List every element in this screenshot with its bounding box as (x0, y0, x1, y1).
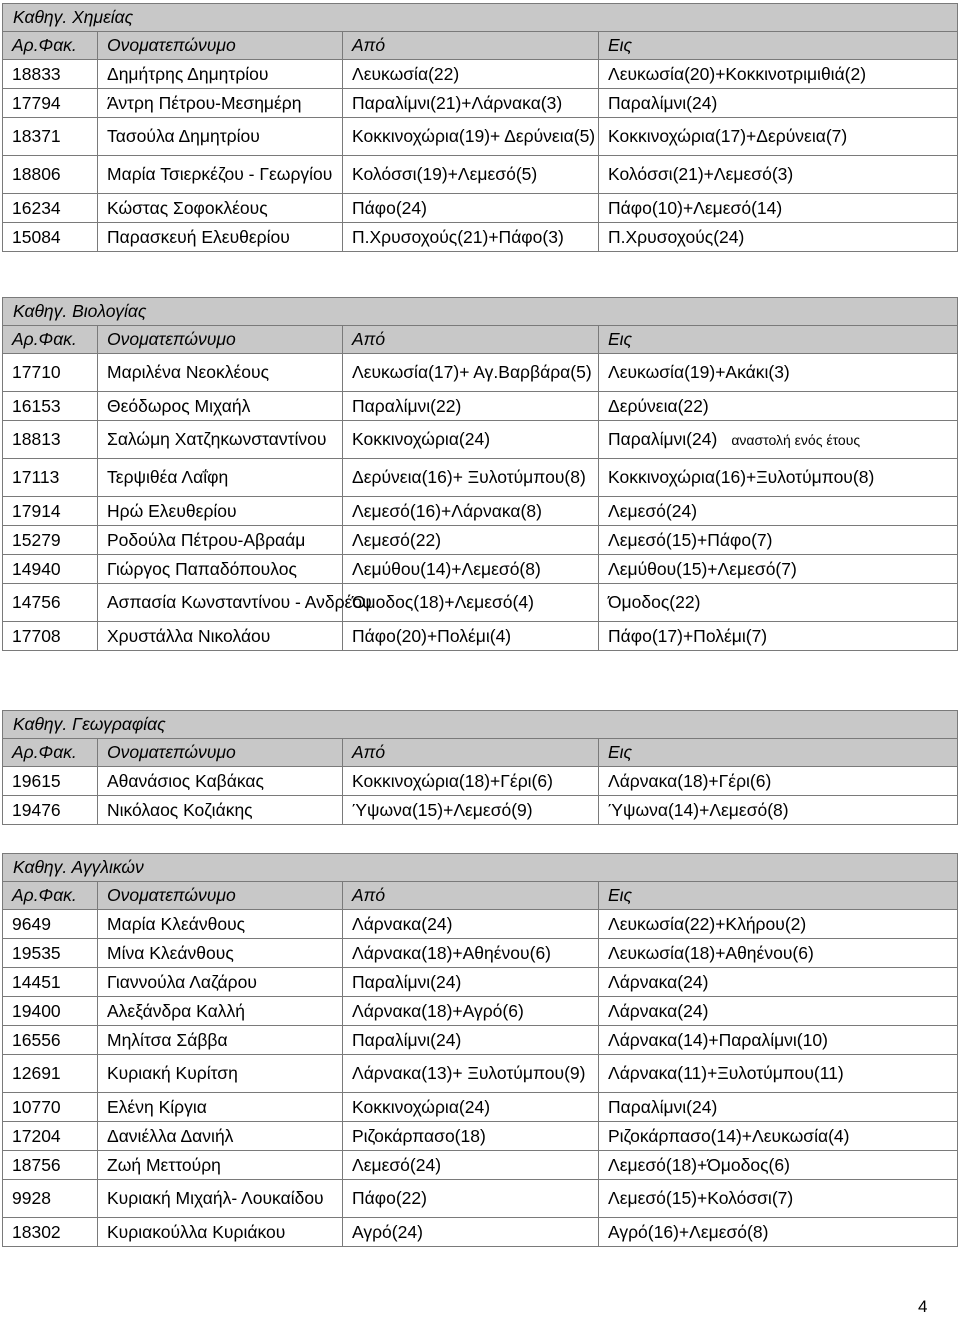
cell-id: 10770 (3, 1093, 98, 1122)
table-row (3, 1055, 958, 1093)
cell-id: 12691 (3, 1055, 98, 1093)
cell-to: Ριζοκάρπασο(14)+Λευκωσία(4) (599, 1122, 958, 1151)
table-row (3, 89, 958, 118)
cell-id: 17708 (3, 622, 98, 651)
table-row (3, 223, 958, 252)
section-english (2, 853, 958, 1247)
cell-id: 17710 (3, 354, 98, 392)
section-chemistry (2, 3, 958, 252)
cell-from: Κοκκινοχώρια(18)+Γέρι(6) (343, 767, 599, 796)
table-row (3, 1180, 958, 1218)
cell-to: Όμοδος(22) (599, 584, 958, 622)
header-name: Ονοματεπώνυμο (98, 326, 343, 354)
table-row (3, 767, 958, 796)
table-row (3, 60, 958, 89)
cell-from: Λεμεσό(24) (343, 1151, 599, 1180)
cell-from: Παραλίμνι(24) (343, 1026, 599, 1055)
section-geography (2, 710, 958, 825)
section-title: Καθηγ. Αγγλικών (3, 854, 958, 882)
table-row (3, 421, 958, 459)
cell-from: Όμοδος(18)+Λεμεσό(4) (343, 584, 599, 622)
header-row (3, 326, 958, 354)
cell-to: Πάφο(10)+Λεμεσό(14) (599, 194, 958, 223)
table-row (3, 1026, 958, 1055)
section-title: Καθηγ. Χημείας (3, 4, 958, 32)
table-row (3, 584, 958, 622)
cell-to: Λεμεσό(15)+Πάφο(7) (599, 526, 958, 555)
cell-from: Κοκκινοχώρια(24) (343, 421, 599, 459)
header-to: Εις (599, 326, 958, 354)
cell-from: Δερύνεια(16)+ Ξυλοτύμπου(8) (343, 459, 599, 497)
cell-name: Αθανάσιος Καβάκας (98, 767, 343, 796)
cell-id: 19615 (3, 767, 98, 796)
cell-name: Κυριακή Μιχαήλ- Λουκαίδου (98, 1180, 343, 1218)
cell-name: Νικόλαος Κοζιάκης (98, 796, 343, 825)
table-row (3, 497, 958, 526)
table-row (3, 526, 958, 555)
cell-to: Ύψωνα(14)+Λεμεσό(8) (599, 796, 958, 825)
cell-from: Π.Χρυσοχούς(21)+Πάφο(3) (343, 223, 599, 252)
cell-from: Πάφο(22) (343, 1180, 599, 1218)
cell-name: Σαλώμη Χατζηκωνσταντίνου (98, 421, 343, 459)
table-row (3, 622, 958, 651)
cell-name: Μαρία Κλεάνθους (98, 910, 343, 939)
cell-from: Λεμεσό(16)+Λάρνακα(8) (343, 497, 599, 526)
cell-to: Λάρνακα(24) (599, 997, 958, 1026)
cell-id: 17914 (3, 497, 98, 526)
header-to: Εις (599, 739, 958, 767)
cell-name: Δανιέλλα Δανιήλ (98, 1122, 343, 1151)
cell-to: Λευκωσία(18)+Αθηένου(6) (599, 939, 958, 968)
cell-name: Μηλίτσα Σάββα (98, 1026, 343, 1055)
cell-id: 19400 (3, 997, 98, 1026)
table-row (3, 118, 958, 156)
cell-to: Κοκκινοχώρια(16)+Ξυλοτύμπου(8) (599, 459, 958, 497)
cell-from: Πάφο(24) (343, 194, 599, 223)
cell-to: Π.Χρυσοχούς(24) (599, 223, 958, 252)
cell-name: Μαριλένα Νεοκλέους (98, 354, 343, 392)
cell-to: Λευκωσία(22)+Κλήρου(2) (599, 910, 958, 939)
cell-id: 16556 (3, 1026, 98, 1055)
table-row (3, 997, 958, 1026)
cell-name: Χρυστάλλα Νικολάου (98, 622, 343, 651)
cell-from: Παραλίμνι(22) (343, 392, 599, 421)
cell-name: Γιώργος Παπαδόπουλος (98, 555, 343, 584)
cell-id: 9928 (3, 1180, 98, 1218)
cell-from: Πάφο(20)+Πολέμι(4) (343, 622, 599, 651)
cell-from: Κολόσσι(19)+Λεμεσό(5) (343, 156, 599, 194)
cell-name: Κυριακούλλα Κυριάκου (98, 1218, 343, 1247)
cell-to: Λευκωσία(20)+Κοκκινοτριμιθιά(2) (599, 60, 958, 89)
table-row (3, 555, 958, 584)
cell-name: Δημήτρης Δημητρίου (98, 60, 343, 89)
cell-id: 18371 (3, 118, 98, 156)
section-title: Καθηγ. Γεωγραφίας (3, 711, 958, 739)
table-row (3, 156, 958, 194)
cell-from: Λεμύθου(14)+Λεμεσό(8) (343, 555, 599, 584)
cell-id: 18813 (3, 421, 98, 459)
cell-id: 19476 (3, 796, 98, 825)
cell-name: Ελένη Κίργια (98, 1093, 343, 1122)
cell-name: Κυριακή Κυρίτση (98, 1055, 343, 1093)
header-row (3, 882, 958, 910)
cell-to: Πάφο(17)+Πολέμι(7) (599, 622, 958, 651)
table-row (3, 1122, 958, 1151)
cell-to: Λεμεσό(15)+Κολόσσι(7) (599, 1180, 958, 1218)
header-id: Αρ.Φακ. (3, 326, 98, 354)
cell-name: Ηρώ Ελευθερίου (98, 497, 343, 526)
cell-from: Ύψωνα(15)+Λεμεσό(9) (343, 796, 599, 825)
section-title: Καθηγ. Βιολογίας (3, 298, 958, 326)
cell-to: Λευκωσία(19)+Ακάκι(3) (599, 354, 958, 392)
cell-from: Αγρό(24) (343, 1218, 599, 1247)
cell-name: Παρασκευή Ελευθερίου (98, 223, 343, 252)
cell-name: Μαρία Τσιερκέζου - Γεωργίου (98, 156, 343, 194)
header-name: Ονοματεπώνυμο (98, 32, 343, 60)
cell-to: Λεμεσό(18)+Όμοδος(6) (599, 1151, 958, 1180)
table-row (3, 194, 958, 223)
cell-to: Λεμεσό(24) (599, 497, 958, 526)
cell-id: 16234 (3, 194, 98, 223)
header-id: Αρ.Φακ. (3, 739, 98, 767)
cell-id: 9649 (3, 910, 98, 939)
cell-to: Δερύνεια(22) (599, 392, 958, 421)
header-row (3, 739, 958, 767)
cell-id: 19535 (3, 939, 98, 968)
cell-id: 17113 (3, 459, 98, 497)
cell-name: Τερψιθέα Λαΐφη (98, 459, 343, 497)
suspension-note: αναστολή ενός έτους (731, 431, 861, 448)
cell-id: 17794 (3, 89, 98, 118)
cell-id: 18302 (3, 1218, 98, 1247)
cell-id: 18756 (3, 1151, 98, 1180)
header-to: Εις (599, 882, 958, 910)
cell-from: Λάρνακα(18)+Αθηένου(6) (343, 939, 599, 968)
cell-id: 16153 (3, 392, 98, 421)
header-from: Από (343, 326, 599, 354)
cell-from: Λεμεσό(22) (343, 526, 599, 555)
page-number: 4 (918, 1297, 928, 1316)
cell-name: Ροδούλα Πέτρου-Αβραάμ (98, 526, 343, 555)
header-id: Αρ.Φακ. (3, 32, 98, 60)
cell-to: Παραλίμνι(24) (599, 1093, 958, 1122)
cell-from: Λάρνακα(18)+Αγρό(6) (343, 997, 599, 1026)
cell-to: Κοκκινοχώρια(17)+Δερύνεια(7) (599, 118, 958, 156)
cell-to: Κολόσσι(21)+Λεμεσό(3) (599, 156, 958, 194)
cell-from: Λευκωσία(17)+ Αγ.Βαρβάρα(5) (343, 354, 599, 392)
cell-id: 14756 (3, 584, 98, 622)
table-row (3, 910, 958, 939)
header-from: Από (343, 882, 599, 910)
cell-from: Λευκωσία(22) (343, 60, 599, 89)
section-biology (2, 297, 958, 651)
cell-name: Τασούλα Δημητρίου (98, 118, 343, 156)
table-row (3, 939, 958, 968)
cell-to: Λάρνακα(11)+Ξυλοτύμπου(11) (599, 1055, 958, 1093)
cell-name: Αλεξάνδρα Καλλή (98, 997, 343, 1026)
header-row (3, 32, 958, 60)
table-row (3, 1218, 958, 1247)
cell-id: 15279 (3, 526, 98, 555)
cell-to: Λάρνακα(18)+Γέρι(6) (599, 767, 958, 796)
table-row (3, 392, 958, 421)
cell-to: Λεμύθου(15)+Λεμεσό(7) (599, 555, 958, 584)
cell-name: Ασπασία Κωνσταντίνου - Ανδρέου (98, 584, 343, 622)
cell-to: Λάρνακα(14)+Παραλίμνι(10) (599, 1026, 958, 1055)
table-row (3, 1093, 958, 1122)
header-from: Από (343, 739, 599, 767)
table-row (3, 796, 958, 825)
cell-from: Παραλίμνι(24) (343, 968, 599, 997)
cell-name: Μίνα Κλεάνθους (98, 939, 343, 968)
cell-id: 14451 (3, 968, 98, 997)
header-name: Ονοματεπώνυμο (98, 882, 343, 910)
table-row (3, 1151, 958, 1180)
cell-id: 18806 (3, 156, 98, 194)
cell-from: Λάρνακα(13)+ Ξυλοτύμπου(9) (343, 1055, 599, 1093)
cell-from: Κοκκινοχώρια(19)+ Δερύνεια(5) (343, 118, 599, 156)
cell-name: Θεόδωρος Μιχαήλ (98, 392, 343, 421)
cell-id: 18833 (3, 60, 98, 89)
cell-name: Άντρη Πέτρου-Μεσημέρη (98, 89, 343, 118)
table-row (3, 459, 958, 497)
cell-from: Ριζοκάρπασο(18) (343, 1122, 599, 1151)
cell-to: Αγρό(16)+Λεμεσό(8) (599, 1218, 958, 1247)
cell-from: Κοκκινοχώρια(24) (343, 1093, 599, 1122)
table-row (3, 968, 958, 997)
cell-id: 15084 (3, 223, 98, 252)
cell-to-text: Παραλίμνι(24) (608, 428, 718, 449)
cell-to: Λάρνακα(24) (599, 968, 958, 997)
cell-name: Γιαννούλα Λαζάρου (98, 968, 343, 997)
header-name: Ονοματεπώνυμο (98, 739, 343, 767)
cell-from: Παραλίμνι(21)+Λάρνακα(3) (343, 89, 599, 118)
header-from: Από (343, 32, 599, 60)
cell-name: Κώστας Σοφοκλέους (98, 194, 343, 223)
cell-id: 14940 (3, 555, 98, 584)
header-to: Εις (599, 32, 958, 60)
cell-to: Παραλίμνι(24) (599, 89, 958, 118)
cell-to (599, 421, 958, 459)
table-row (3, 354, 958, 392)
cell-name: Ζωή Μεττούρη (98, 1151, 343, 1180)
header-id: Αρ.Φακ. (3, 882, 98, 910)
cell-id: 17204 (3, 1122, 98, 1151)
cell-from: Λάρνακα(24) (343, 910, 599, 939)
